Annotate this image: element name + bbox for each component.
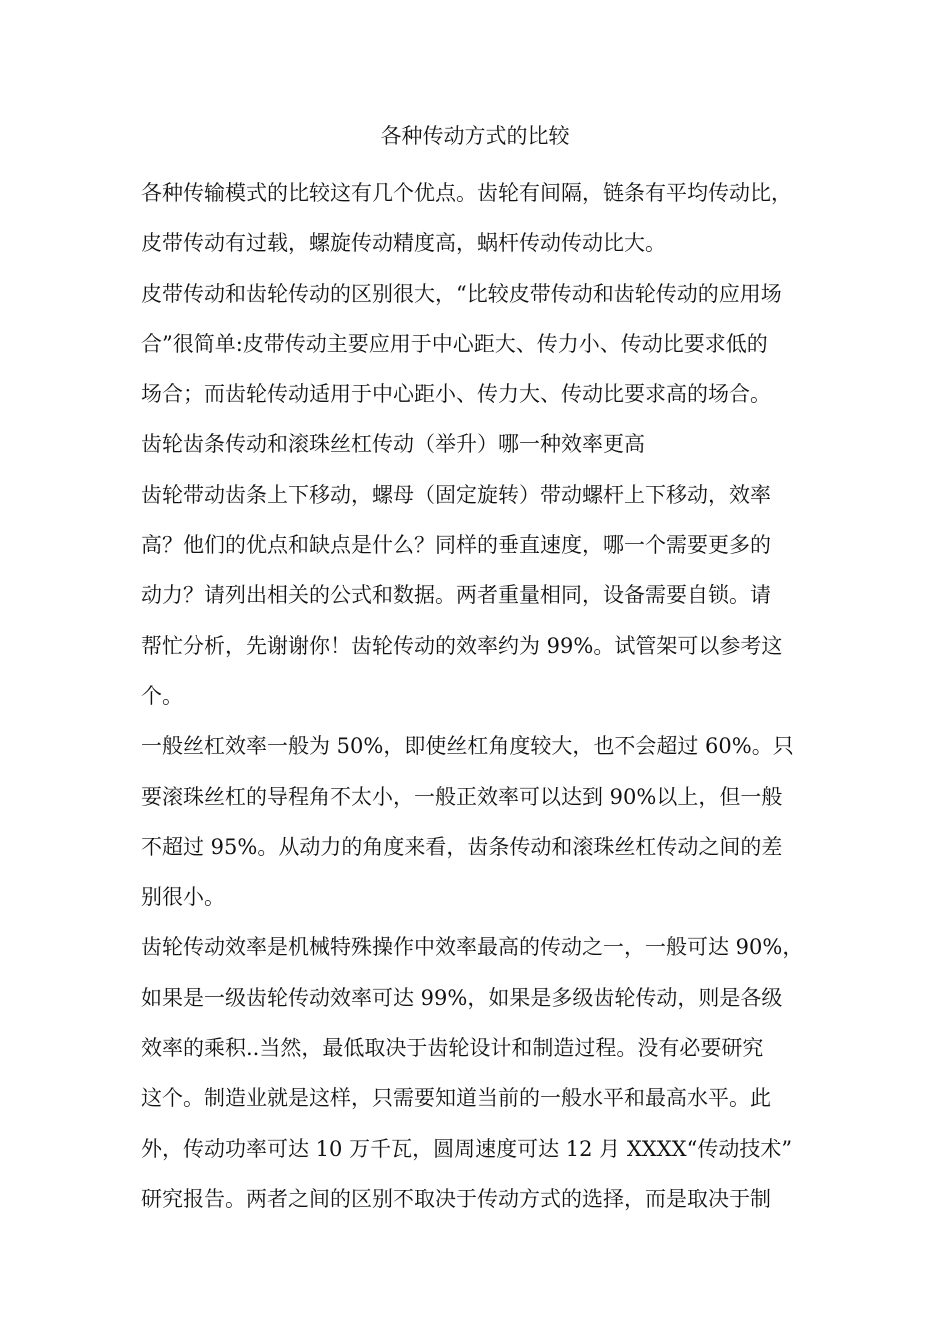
text-line: 皮带传动和齿轮传动的区别很大，“比较皮带传动和齿轮传动的应用场: [141, 281, 782, 306]
text-line: 这个。制造业就是这样，只需要知道当前的一般水平和最高水平。此: [141, 1086, 771, 1111]
text-line: 别很小。: [141, 885, 225, 910]
text-line: 齿轮带动齿条上下移动，螺母（固定旋转）带动螺杆上下移动，效率: [141, 482, 771, 507]
text-line: 合”很简单:皮带传动主要应用于中心距大、传力小、传动比要求低的: [141, 331, 768, 356]
text-line: 如果是一级齿轮传动效率可达 99%，如果是多级齿轮传动，则是各级: [141, 985, 783, 1010]
text-line: 不超过 95%。从动力的角度来看，齿条传动和滚珠丝杠传动之间的差: [141, 834, 783, 859]
paragraph: [141, 168, 831, 269]
text-line: 齿轮传动效率是机械特殊操作中效率最高的传动之一，一般可达 90%，: [141, 935, 804, 960]
paragraph: [141, 269, 831, 420]
paragraph: [141, 470, 831, 721]
text-line: 外，传动功率可达 10 万千瓦，圆周速度可达 12 月 XXXX“传动技术”: [141, 1136, 793, 1161]
paragraph: [141, 419, 831, 469]
text-line: 场合；而齿轮传动适用于中心距小、传力大、传动比要求高的场合。: [141, 382, 771, 407]
text-line: 各种传输模式的比较这有几个优点。齿轮有间隔，链条有平均传动比，: [141, 181, 792, 205]
text-line: 动力？请列出相关的公式和数据。两者重量相同，设备需要自锁。请: [141, 583, 771, 608]
text-line: 皮带传动有过载，螺旋传动精度高，蜗杆传动传动比大。: [141, 231, 666, 256]
text-line: 帮忙分析，先谢谢你！齿轮传动的效率约为 99%。试管架可以参考这: [141, 633, 783, 658]
text-line: 效率的乘积..当然，最低取决于齿轮设计和制造过程。没有必要研究: [141, 1036, 764, 1061]
paragraph: [141, 922, 831, 1224]
text-line: 齿轮齿条传动和滚珠丝杠传动（举升）哪一种效率更高: [141, 432, 645, 457]
document-body: [141, 168, 831, 1224]
text-line: 研究报告。两者之间的区别不取决于传动方式的选择，而是取决于制: [141, 1186, 771, 1211]
paragraph: [141, 721, 831, 922]
text-line: 一般丝杠效率一般为 50%，即使丝杠角度较大，也不会超过 60%。只: [141, 734, 794, 759]
text-line: 高？他们的优点和缺点是什么？同样的垂直速度，哪一个需要更多的: [141, 533, 771, 558]
text-line: 要滚珠丝杠的导程角不太小，一般正效率可以达到 90%以上，但一般: [141, 784, 783, 809]
text-line: 个。: [141, 683, 183, 708]
document-title: 各种传动方式的比较: [380, 124, 570, 148]
